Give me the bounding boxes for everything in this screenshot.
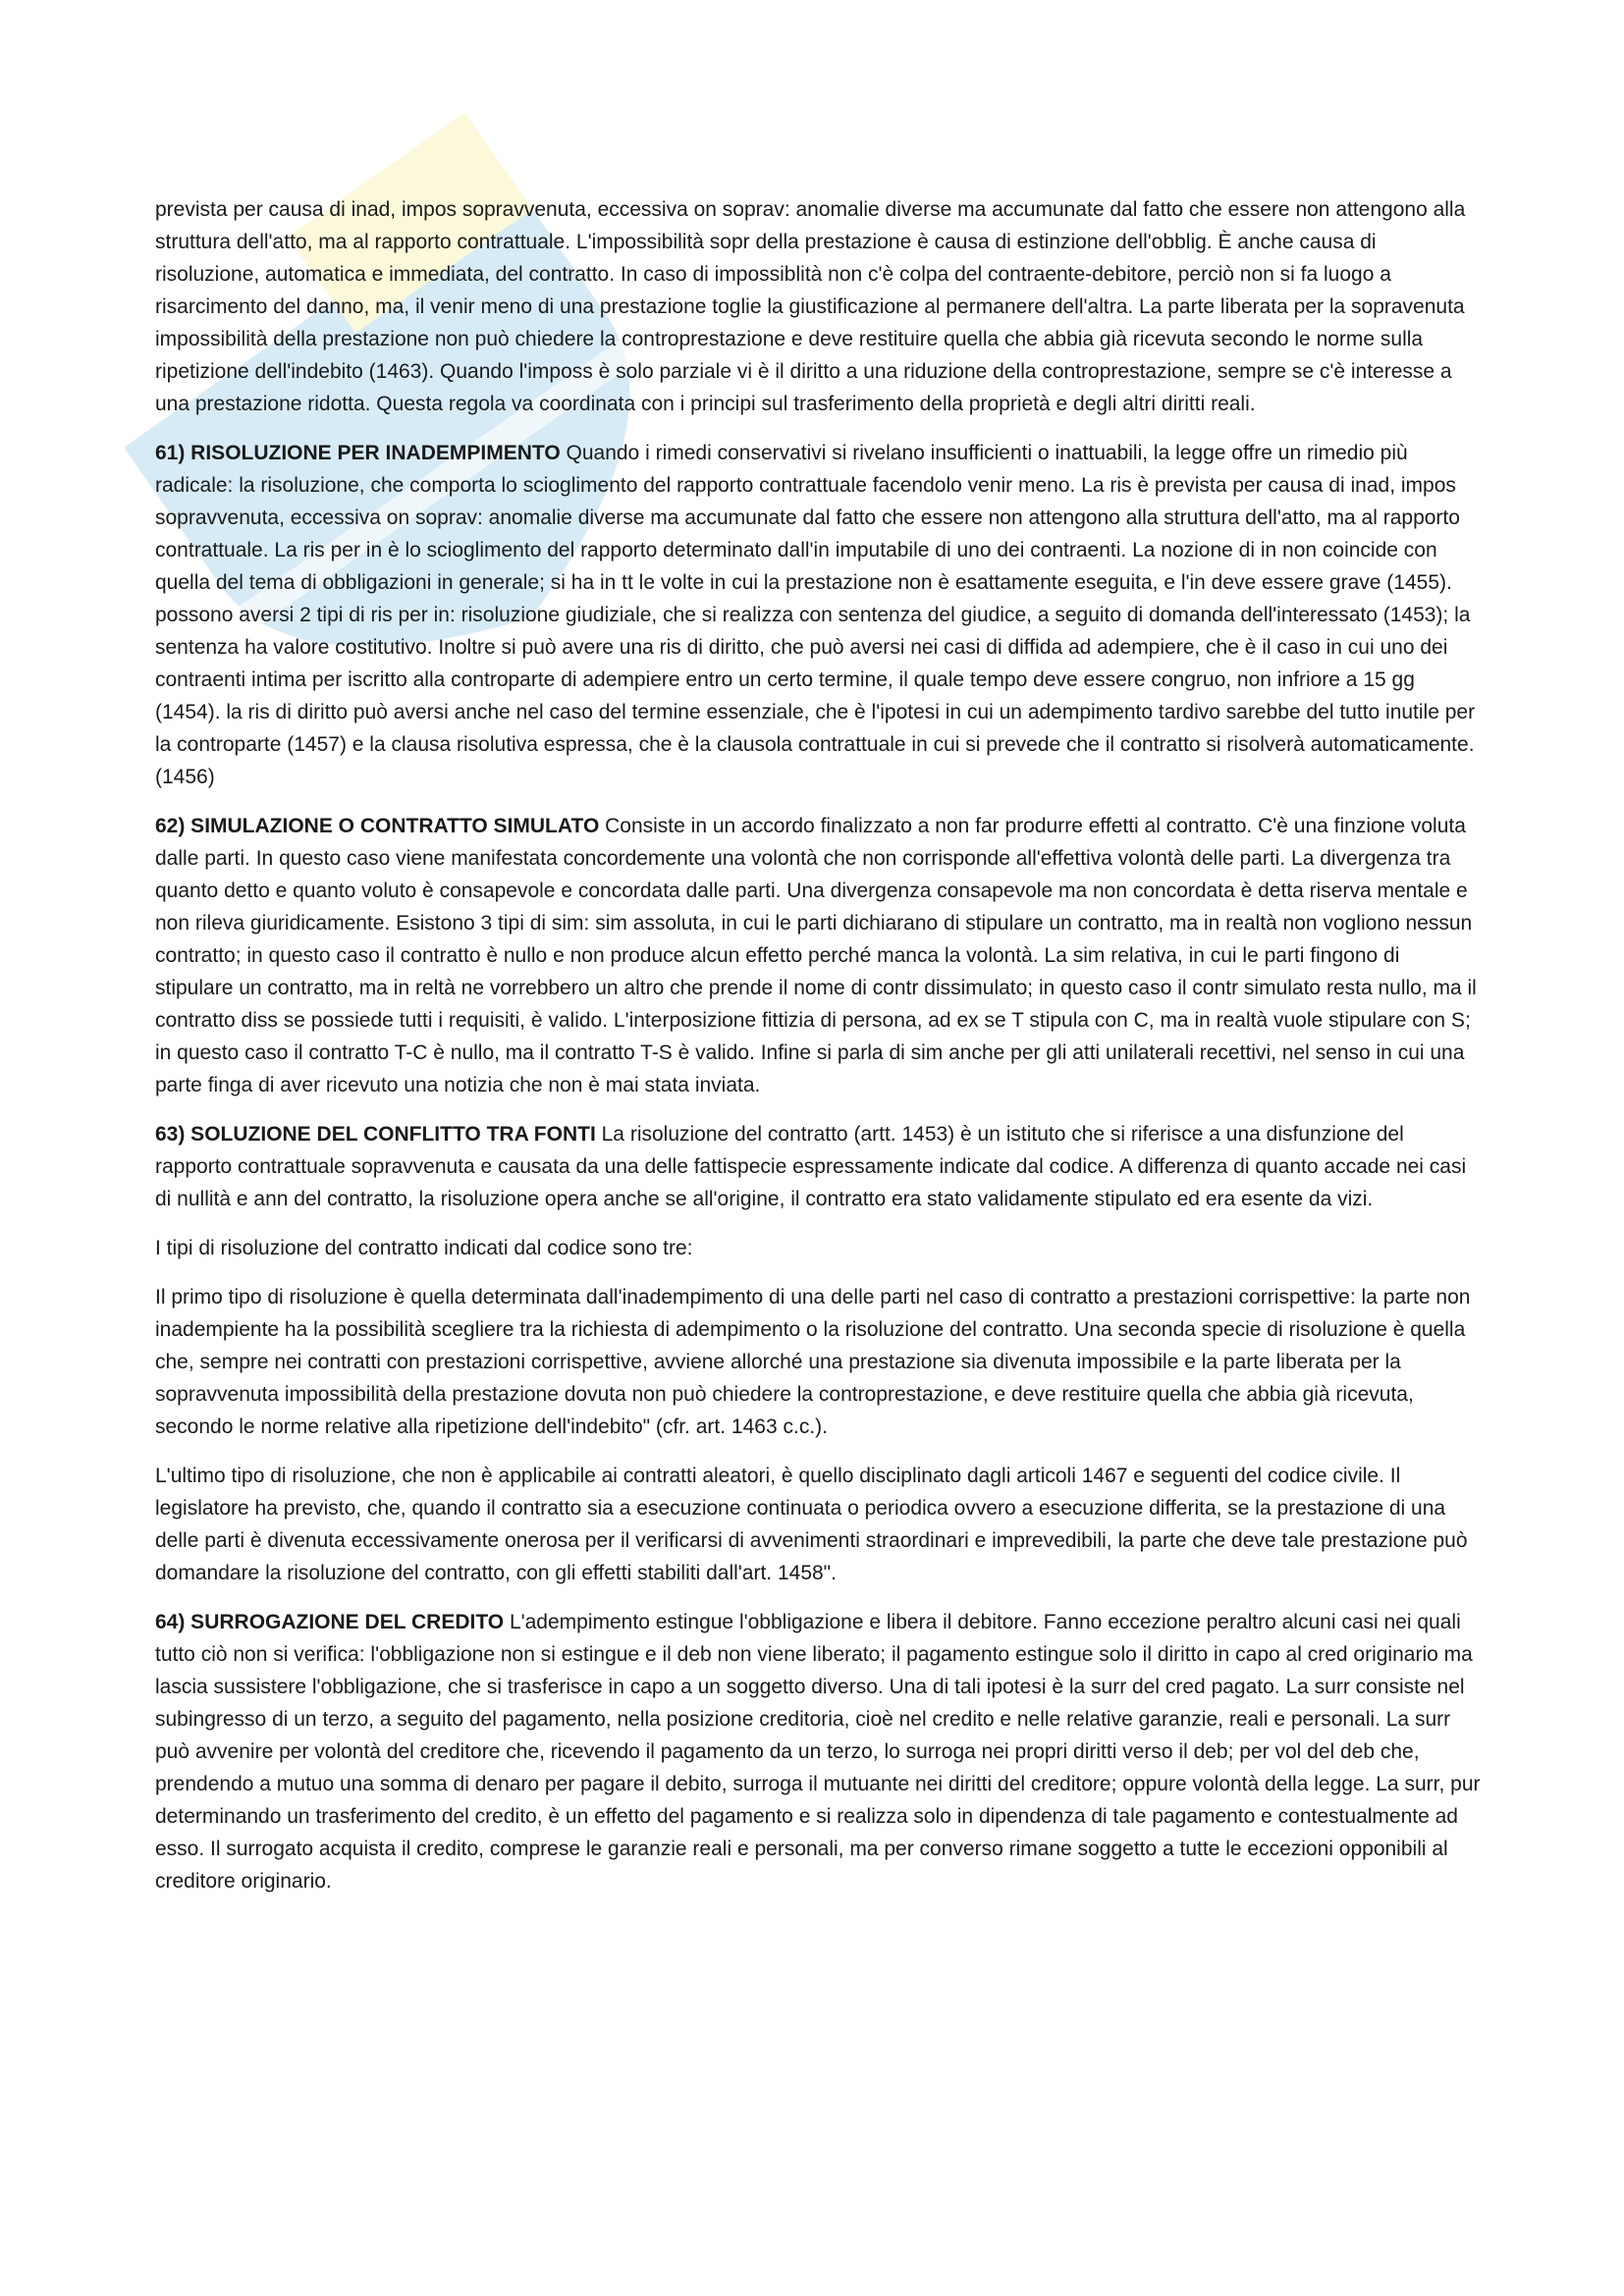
section-62 <box>155 810 1483 1101</box>
paragraph-text: I tipi di risoluzione del contratto indicati dal codice sono tre: <box>155 1237 693 1259</box>
paragraph-text: L'adempimento estingue l'obbligazione e libera il debitore. Fanno eccezione peraltro alcuni casi nei quali tutto ciò non si verifica: l'obbligazione non si estingue e il deb non viene liberato; il pagamento estingue solo il diritto in capo al cred originario ma lascia sussistere l'obbligazione, che si trasferisce in capo a un soggetto diverso. Una di tali ipotesi è la surr del cred pagato. La surr consiste nel subingresso di un terzo, a seguito del pagamento, nella posizione creditoria, cioè nel credito e nelle relative garanzie, reali e personali. La surr può avvenire per volontà del creditore che, ricevendo il pagamento da un terzo, lo surroga nei propri diritti verso il deb; per vol del deb che, prendendo a mutuo una somma di denaro per pagare il debito, surroga il mutuante nei diritti del creditore; oppure volontà della legge. La surr, pur determinando un trasferimento del credito, è un effetto del pagamento e si realizza solo in dipendenza di tale pagamento e contestualmente ad esso. Il surrogato acquista il credito, comprese le garanzie reali e personali, ma per converso rimane soggetto a tutte le eccezioni opponibili al creditore originario. <box>155 1611 1481 1893</box>
section-heading: 64) SURROGAZIONE DEL CREDITO <box>155 1611 505 1633</box>
paragraph-intro <box>155 193 1483 420</box>
section-63 <box>155 1118 1483 1215</box>
section-heading: 61) RISOLUZIONE PER INADEMPIMENTO <box>155 442 561 464</box>
paragraph-text: Il primo tipo di risoluzione è quella determinata dall'inadempimento di una delle parti nel caso di contratto a prestazioni corrispettive: la parte non inadempiente ha la possibilità scegliere tra la richiesta di adempimento o la risoluzione del contratto. Una seconda specie di risoluzione è quella che, sempre nei contratti con prestazioni corrispettive, avviene allorché una prestazione sia divenuta impossibile e la parte liberata per la sopravvenuta impossibilità della prestazione dovuta non può chiedere la controprestazione, e deve restituire quella che abbia già ricevuta, secondo le norme relative alla ripetizione dell'indebito" (cfr. art. 1463 c.c.). <box>155 1286 1471 1438</box>
paragraph-last-type <box>155 1460 1483 1589</box>
section-heading: 63) SOLUZIONE DEL CONFLITTO TRA FONTI <box>155 1123 596 1146</box>
section-heading: 62) SIMULAZIONE O CONTRATTO SIMULATO <box>155 815 600 837</box>
paragraph-text: L'ultimo tipo di risoluzione, che non è applicabile ai contratti aleatori, è quello disciplinato dagli articoli 1467 e seguenti del codice civile. Il legislatore ha previsto, che, quando il contratto sia a esecuzione continuata o periodica ovvero a esecuzione differita, se la prestazione di una delle parti è divenuta eccessivamente onerosa per il verificarsi di avvenimenti straordinari e imprevedibili, la parte che deve tale prestazione può domandare la risoluzione del contratto, con gli effetti stabiliti dall'art. 1458". <box>155 1465 1468 1584</box>
section-64 <box>155 1606 1483 1897</box>
paragraph-text: Consiste in un accordo finalizzato a non far produrre effetti al contratto. C'è una finzione voluta dalle parti. In questo caso viene manifestata concordemente una volontà che non corrisponde all'effettiva volontà delle parti. La divergenza tra quanto detto e quanto voluto è consapevole e concordata dalle parti. Una divergenza consapevole ma non concordata è detta riserva mentale e non rileva giuridicamente. Esistono 3 tipi di sim: sim assoluta, in cui le parti dichiarano di stipulare un contratto, ma in realtà non vogliono nessun contratto; in questo caso il contratto è nullo e non produce alcun effetto perché manca la volontà. La sim relativa, in cui le parti fingono di stipulare un contratto, ma in reltà ne vorrebbero un altro che prende il nome di contr dissimulato; in questo caso il contr simulato resta nullo, ma il contratto diss se possiede tutti i requisiti, è valido. L'interposizione fittizia di persona, ad ex se T stipula con C, ma in realtà vuole stipulare con S; in questo caso il contratto T-C è nullo, ma il contratto T-S è valido. Infine si parla di sim anche per gli atti unilaterali recettivi, nel senso in cui una parte finga di aver ricevuto una notizia che non è mai stata inviata. <box>155 815 1477 1096</box>
document-body <box>155 193 1483 1914</box>
paragraph-text: prevista per causa di inad, impos sopravvenuta, eccessiva on soprav: anomalie diverse ma accumunate dal fatto che essere non attengono alla struttura dell'atto, ma al rapporto contrattuale. L'impossibilità sopr della prestazione è causa di estinzione dell'obblig. È anche causa di risoluzione, automatica e immediata, del contratto. In caso di impossiblità non c'è colpa del contraente-debitore, perciò non si fa luogo a risarcimento del danno, ma, il venir meno di una prestazione toglie la giustificazione al permanere dell'altra. La parte liberata per la sopravenuta impossibilità della prestazione non può chiedere la controprestazione e deve restituire quella che abbia già ricevuta secondo le norme sulla ripetizione dell'indebito (1463). Quando l'imposs è solo parziale vi è il diritto a una riduzione della controprestazione, sempre se c'è interesse a una prestazione ridotta. Questa regola va coordinata con i principi sul trasferimento della proprietà e degli altri diritti reali. <box>155 198 1466 415</box>
paragraph-text: La risoluzione del contratto (artt. 1453) è un istituto che si riferisce a una disfunzione del rapporto contrattuale sopravvenuta e causata da una delle fattispecie espressamente indicate dal codice. A differenza di quanto accade nei casi di nullità e ann del contratto, la risoluzione opera anche se all'origine, il contratto era stato validamente stipulato ed era esente da vizi. <box>155 1123 1467 1210</box>
section-61 <box>155 437 1483 793</box>
paragraph-first-types <box>155 1281 1483 1443</box>
paragraph-types-intro <box>155 1232 1483 1264</box>
paragraph-text: Quando i rimedi conservativi si rivelano insufficienti o inattuabili, la legge offre un rimedio più radicale: la risoluzione, che comporta lo scioglimento del rapporto contrattuale facendolo venir meno. La ris è prevista per causa di inad, impos sopravvenuta, eccessiva on soprav: anomalie diverse ma accumunate dal fatto che essere non attengono alla struttura dell'atto, ma al rapporto contrattuale. La ris per in è lo scioglimento del rapporto determinato dall'in imputabile di uno dei contraenti. La nozione di in non coincide con quella del tema di obbligazioni in generale; si ha in tt le volte in cui la prestazione non è esattamente eseguita, e l'in deve essere grave (1455). possono aversi 2 tipi di ris per in: risoluzione giudiziale, che si realizza con sentenza del giudice, a seguito di domanda dell'interessato (1453); la sentenza ha valore costitutivo. Inoltre si può avere una ris di diritto, che può aversi nei casi di diffida ad adempiere, che è il caso in cui uno dei contraenti intima per iscritto alla controparte di adempiere entro un certo termine, il quale tempo deve essere congruo, non infriore a 15 gg (1454). la ris di diritto può aversi anche nel caso del termine essenziale, che è l'ipotesi in cui un adempimento tardivo sarebbe del tutto inutile per la controparte (1457) e la clausa risolutiva espressa, che è la clausola contrattuale in cui si prevede che il contratto si risolverà automaticamente. (1456) <box>155 442 1476 788</box>
